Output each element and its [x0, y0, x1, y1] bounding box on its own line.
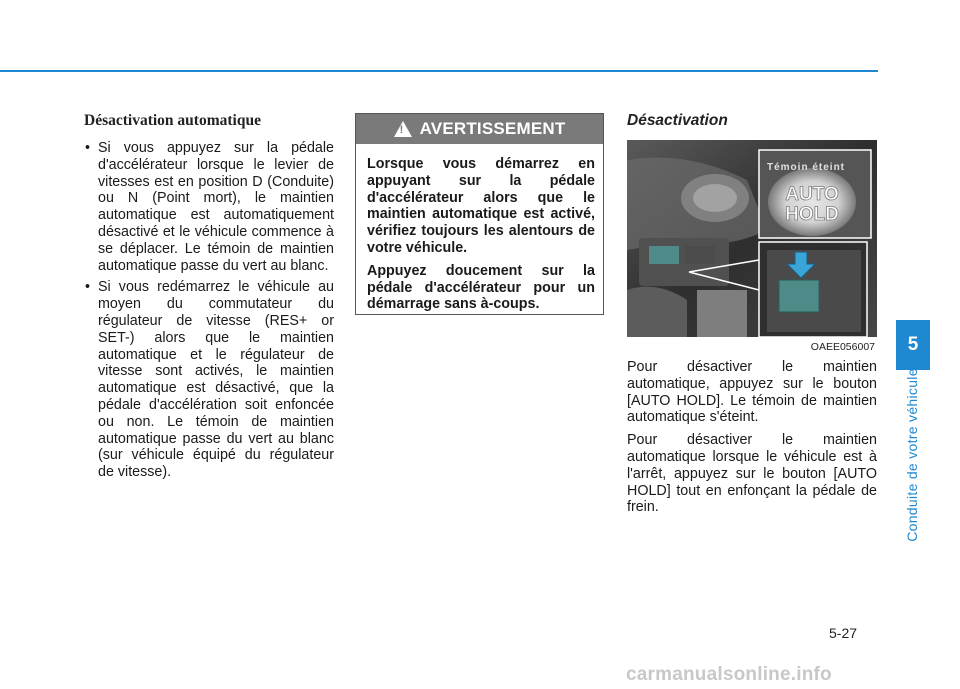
section-title: Désactivation automatique	[84, 112, 261, 129]
bullet-list	[84, 140, 334, 481]
top-rule	[0, 70, 878, 72]
console-illustration	[627, 140, 877, 337]
warning-header	[356, 114, 603, 144]
figure-code: OAEE056007	[810, 341, 875, 353]
auto-deactivation-section	[84, 112, 334, 486]
warning-triangle-icon: !	[394, 121, 412, 137]
chapter-title: Conduite de votre véhicule	[904, 368, 920, 542]
watermark: carmanualsonline.info	[626, 664, 832, 685]
chapter-number-tab: 5	[896, 320, 930, 370]
bullet-item: • Si vous redémarrez le véhicule au moyen du commutateur du régulateur de vitesse (RES+ or SET-) alors que le maintien automatique et le régulateur de vitesse sont activés, le maintien automatique est désactivé, que la pédale d'accélération soit enfoncée ou non. Le témoin de maintien automatique passe du vert au blanc (sur véhicule équipé du régulateur de vitesse).	[84, 279, 334, 481]
warning-paragraph: Appuyez doucement sur la pédale d'accélérateur pour un démarrage sans à-coups.	[367, 262, 595, 313]
deactivation-heading: Désactivation	[627, 112, 728, 129]
deactivation-section	[627, 112, 877, 522]
auto-hold-figure	[627, 140, 877, 353]
warning-box	[355, 113, 604, 315]
warning-header-label: AVERTISSEMENT	[419, 119, 566, 138]
body-paragraph: Pour désactiver le maintien automatique, appuyez sur le bouton [AUTO HOLD]. Le témoin de maintien automatique s'éteint.	[627, 359, 877, 426]
warning-body	[356, 144, 603, 313]
warning-paragraph: Lorsque vous démarrez en appuyant sur la pédale d'accélérateur alors que le maintien automatique est activé, vérifiez toujours les alentours de votre véhicule.	[367, 156, 595, 256]
auto-hold-line1: AUTO	[785, 184, 839, 205]
page-number: 5-27	[829, 625, 858, 641]
deactivation-body	[627, 359, 877, 516]
auto-hold-line2: HOLD	[785, 204, 839, 225]
body-paragraph: Pour désactiver le maintien automatique lorsque le véhicule est à l'arrêt, appuyez sur le bouton [AUTO HOLD] tout en enfonçant la pédale de frein.	[627, 432, 877, 516]
callout-label: Témoin éteint	[767, 162, 846, 173]
bullet-item: • Si vous appuyez sur la pédale d'accélérateur lorsque le levier de vitesses est en position D (Conduite) ou N (Point mort), le maintien automatique est automatiquement désactivé et le véhicule commence à se déplacer. Le témoin de maintien automatique passe du vert au blanc.	[84, 140, 334, 274]
